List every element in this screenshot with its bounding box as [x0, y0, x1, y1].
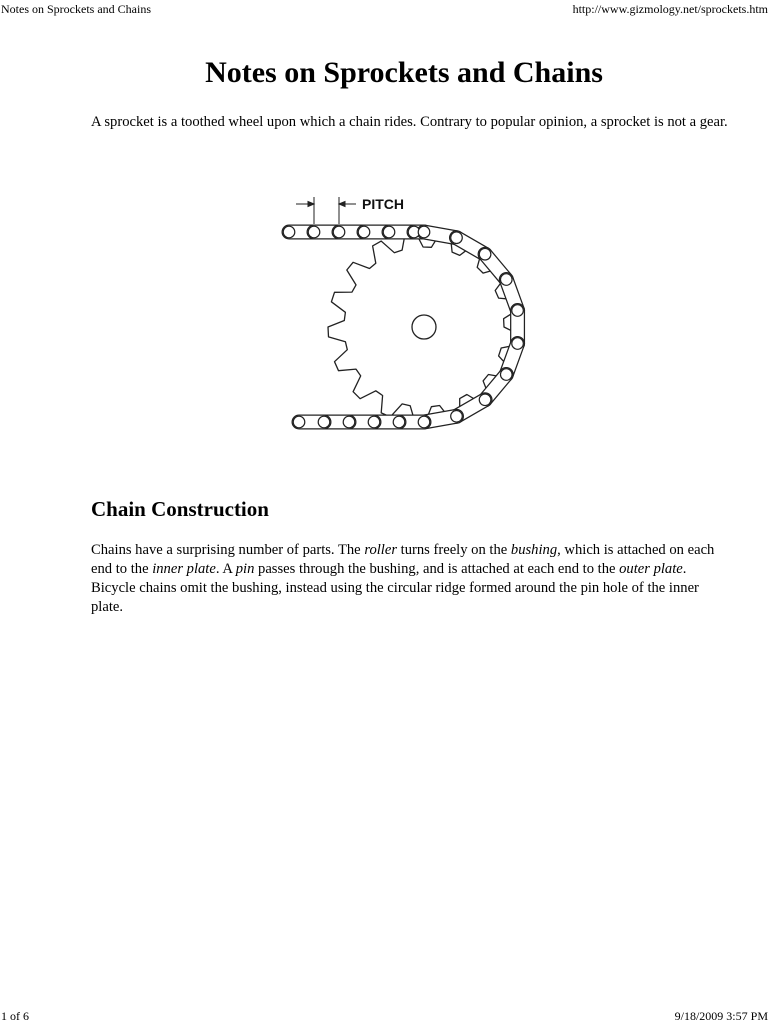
text: , which is attached on each end to the [91, 542, 715, 577]
chain-roller [500, 369, 512, 381]
chain-roller [479, 394, 491, 406]
sprocket-hub [412, 315, 436, 339]
text: . Bicycle chains omit the bushing, instead using the circular ridge formed around the pin hole of the inner plate. [91, 561, 699, 615]
chain-roller [512, 305, 524, 317]
chain-roller [333, 226, 345, 238]
term-bushing: bushing [510, 542, 558, 558]
chain-roller [451, 232, 463, 244]
chain-roller [343, 416, 355, 428]
text: Chains have a surprising number of parts. The [91, 542, 365, 558]
pitch-label: PITCH [362, 196, 404, 212]
sprocket-chain-diagram [258, 180, 538, 460]
section-heading-chain-construction: Chain Construction [91, 497, 269, 521]
chain-roller [451, 410, 463, 422]
term-roller: roller [364, 542, 398, 558]
term-outer-plate: outer plate [619, 561, 683, 577]
pitch-dimension [296, 197, 356, 224]
chain-roller [358, 226, 370, 238]
chain-roller [512, 338, 524, 350]
chain-roller [308, 226, 320, 238]
chain-roller [368, 416, 380, 428]
chain-roller [293, 416, 305, 428]
chain-roller [383, 226, 395, 238]
term-inner-plate: inner plate [152, 561, 216, 577]
chain-roller [479, 248, 491, 260]
text: . A [215, 561, 236, 577]
text: turns freely on the [397, 542, 511, 558]
term-pin: pin [235, 561, 255, 577]
chain-roller [283, 226, 295, 238]
chain-roller [500, 274, 512, 286]
chain-roller [418, 226, 430, 238]
intro-paragraph: A sprocket is a toothed wheel upon which a chain rides. Contrary to popular opinion, a sprocket is not a gear. [91, 114, 728, 130]
print-footer-datetime: 9/18/2009 3:57 PM [674, 1009, 768, 1023]
chain-roller [418, 416, 430, 428]
chain-construction-paragraph [91, 541, 731, 617]
chain-roller [393, 416, 405, 428]
print-header-title: Notes on Sprockets and Chains [1, 2, 151, 16]
print-footer-page: 1 of 6 [1, 1009, 29, 1023]
chain-roller [318, 416, 330, 428]
text: passes through the bushing, and is attached at each end to the [254, 561, 620, 577]
page-title: Notes on Sprockets and Chains [205, 56, 603, 89]
print-header-url[interactable]: http://www.gizmology.net/sprockets.htm [572, 2, 768, 16]
